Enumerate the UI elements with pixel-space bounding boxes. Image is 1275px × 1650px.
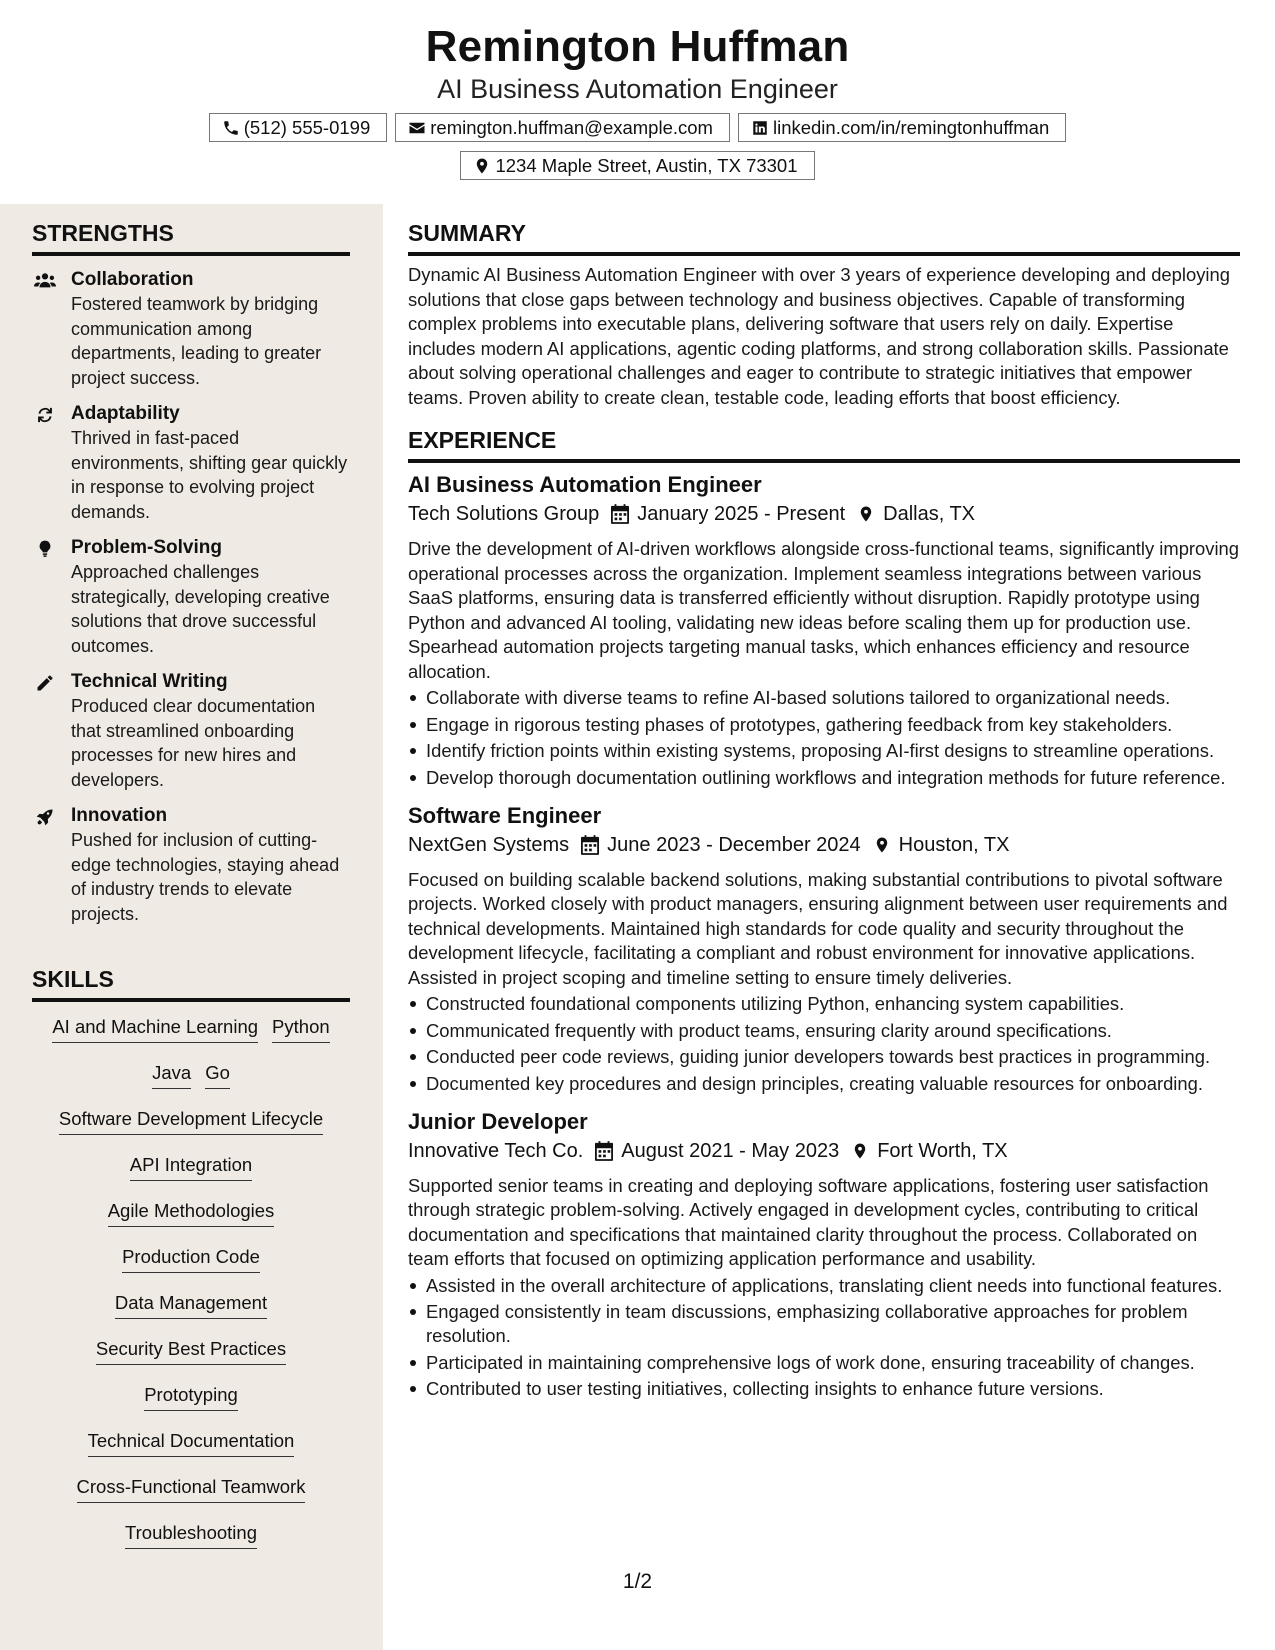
job-title: AI Business Automation Engineer — [408, 472, 762, 497]
summary-text: Dynamic AI Business Automation Engineer with over 3 years of experience developing and deploying solutions that close gaps between technology and business objectives. Capable of transforming complex problems into executable plans, delivering software that users rely on daily. Expertise includes modern AI applications, agentic coding platforms, and strong collaboration skills. Passionate about solving operational challenges and eager to contribute to strategic initiatives that empower teams. Proven ability to create clean, testable code, leading efforts that boost efficiency. — [408, 264, 1230, 408]
email-text[interactable]: remington.huffman@example.com — [430, 116, 713, 138]
phone-icon — [222, 119, 240, 137]
experience-section — [408, 427, 1240, 1401]
calendar-icon — [595, 1141, 613, 1161]
map-pin-icon — [851, 1141, 869, 1161]
strength-desc: Fostered teamwork by bridging communication among departments, leading to greater project success. — [71, 294, 322, 388]
job-description: Drive the development of AI-driven workflows alongside cross-functional teams, significantly improving operational processes across the organization. Implement seamless integrations between various SaaS platforms, ensuring data is transferred efficiently without disruption. Rapidly prototype using Python and advanced AI tooling, validating new ideas before scaling them up for production use. Spearhead automation projects targeting manual tasks, which enhances efficiency and resource allocation. — [408, 538, 1240, 682]
job-bullet: Conducted peer code reviews, guiding junior developers towards best practices in programming. — [426, 1045, 1240, 1069]
skill-tag: Security Best Practices — [96, 1338, 286, 1365]
job-bullets — [408, 1274, 1240, 1402]
phone-text: (512) 555-0199 — [243, 116, 371, 138]
job-dates: August 2021 - May 2023 — [621, 1139, 840, 1162]
resume-header — [0, 0, 1275, 204]
linkedin-text[interactable]: linkedin.com/in/remingtonhuffman — [772, 116, 1050, 138]
map-pin-icon — [857, 504, 875, 524]
skill-tag: Go — [205, 1062, 230, 1089]
job-meta — [408, 1136, 1240, 1166]
candidate-name: Remington Huffman — [425, 22, 850, 71]
skill-tag: Technical Documentation — [88, 1430, 295, 1457]
job-bullet: Communicated frequently with product teams, ensuring clarity around specifications. — [426, 1019, 1240, 1043]
address-text: 1234 Maple Street, Austin, TX 73301 — [495, 154, 798, 176]
strength-desc: Produced clear documentation that streamlined onboarding processes for new hires and developers. — [71, 696, 316, 790]
strength-name: Technical Writing — [71, 671, 228, 692]
sync-icon — [34, 405, 56, 425]
candidate-title: AI Business Automation Engineer — [437, 74, 838, 104]
email-chip[interactable] — [395, 113, 730, 142]
linkedin-icon — [751, 119, 769, 137]
strengths-section — [0, 220, 383, 938]
job-meta — [408, 499, 1240, 529]
skill-tag: Software Development Lifecycle — [59, 1108, 323, 1135]
job-entry — [408, 1108, 1240, 1402]
users-icon — [34, 271, 56, 291]
job-bullets — [408, 686, 1240, 790]
map-pin-icon — [873, 835, 891, 855]
linkedin-chip[interactable] — [738, 113, 1066, 142]
job-dates: June 2023 - December 2024 — [607, 833, 861, 856]
experience-heading: EXPERIENCE — [408, 427, 1240, 463]
job-bullet: Assisted in the overall architecture of applications, translating client needs into functional features. — [426, 1274, 1240, 1298]
job-description: Focused on building scalable backend solutions, making substantial contributions to pivotal software projects. Worked closely with product managers, ensuring alignment between user requirements and technical developments. Maintained high standards for code quality and security throughout the development lifecycle, facilitating a compliant and robust environment for innovative applications. Assisted in project scoping and timeline setting to ensure timely deliveries. — [408, 868, 1228, 988]
skills-section — [0, 966, 383, 1568]
job-dates: January 2025 - Present — [637, 503, 846, 525]
strength-item — [32, 402, 350, 524]
skill-tag: Python — [272, 1016, 330, 1043]
address-chip — [460, 151, 814, 180]
job-bullet: Engage in rigorous testing phases of prototypes, gathering feedback from key stakeholders. — [426, 713, 1240, 737]
strength-name: Innovation — [71, 805, 168, 826]
skill-tag: API Integration — [130, 1154, 252, 1181]
strength-desc: Approached challenges strategically, developing creative solutions that drove successful outcomes. — [71, 562, 330, 656]
job-location: Fort Worth, TX — [877, 1139, 1008, 1162]
pencil-icon — [34, 673, 56, 693]
job-title: Junior Developer — [408, 1108, 588, 1134]
skill-tag: Production Code — [122, 1246, 260, 1273]
sidebar — [0, 204, 383, 1650]
job-entry — [408, 471, 1240, 790]
skill-tag: AI and Machine Learning — [52, 1016, 258, 1043]
strength-item — [32, 536, 350, 658]
job-bullet: Identify friction points within existing systems, proposing AI-first designs to streamline operations. — [426, 739, 1240, 763]
job-company: Innovative Tech Co. — [408, 1139, 584, 1162]
job-bullets — [408, 992, 1240, 1096]
rocket-icon — [34, 807, 56, 827]
page-number: 1/2 — [622, 1570, 653, 1593]
contact-row-2 — [0, 151, 1275, 180]
skill-tag: Java — [152, 1062, 191, 1089]
strength-desc: Thrived in fast-paced environments, shifting gear quickly in response to evolving project demands. — [71, 428, 348, 522]
strength-desc: Pushed for inclusion of cutting-edge technologies, staying ahead of industry trends to elevate projects. — [71, 830, 340, 924]
job-bullet: Constructed foundational components utilizing Python, enhancing system capabilities. — [426, 992, 1240, 1016]
strength-name: Collaboration — [71, 269, 194, 290]
job-bullet: Contributed to user testing initiatives, collecting insights to enhance future versions. — [426, 1377, 1240, 1401]
skill-list — [32, 1016, 350, 1568]
skill-tag: Agile Methodologies — [108, 1200, 275, 1227]
strength-name: Problem-Solving — [71, 537, 222, 558]
skill-tag: Troubleshooting — [125, 1522, 257, 1549]
strengths-heading: STRENGTHS — [32, 220, 350, 256]
skills-heading: SKILLS — [32, 966, 350, 1002]
envelope-icon — [408, 119, 426, 137]
job-location: Houston, TX — [898, 833, 1010, 856]
strength-item — [32, 268, 350, 390]
skill-tag: Prototyping — [144, 1384, 238, 1411]
summary-heading: SUMMARY — [408, 220, 1240, 256]
strength-item — [32, 804, 350, 926]
main-column — [408, 204, 1240, 1404]
phone-chip — [209, 113, 388, 142]
job-meta — [408, 830, 1240, 860]
job-bullet: Collaborate with diverse teams to refine AI-based solutions tailored to organizational needs. — [426, 686, 1240, 710]
skill-tag: Data Management — [115, 1292, 267, 1319]
skill-tag: Cross-Functional Teamwork — [77, 1476, 306, 1503]
job-company: NextGen Systems — [408, 833, 570, 856]
strength-item — [32, 670, 350, 792]
strength-name: Adaptability — [71, 403, 180, 424]
job-title: Software Engineer — [408, 802, 602, 828]
job-bullet: Develop thorough documentation outlining workflows and integration methods for future reference. — [426, 766, 1240, 790]
job-bullet: Participated in maintaining comprehensive logs of work done, ensuring traceability of changes. — [426, 1351, 1240, 1375]
job-description: Supported senior teams in creating and deploying software applications, fostering user satisfaction through strategic problem-solving. Actively engaged in development cycles, contributing to critical documentation and specifications that maintained clarity throughout the process. Collaborated on team efforts that focused on optimizing application performance and usability. — [408, 1174, 1209, 1269]
map-pin-icon — [473, 157, 491, 175]
job-bullet: Documented key procedures and design principles, creating valuable resources for onboarding. — [426, 1072, 1240, 1096]
job-company: Tech Solutions Group — [408, 503, 600, 525]
job-entry — [408, 802, 1240, 1096]
calendar-icon — [611, 504, 629, 524]
lightbulb-icon — [34, 539, 56, 559]
job-location: Dallas, TX — [883, 503, 976, 525]
contact-row — [0, 113, 1275, 142]
calendar-icon — [581, 835, 599, 855]
job-bullet: Engaged consistently in team discussions, emphasizing collaborative approaches for problem resolution. — [426, 1300, 1240, 1348]
